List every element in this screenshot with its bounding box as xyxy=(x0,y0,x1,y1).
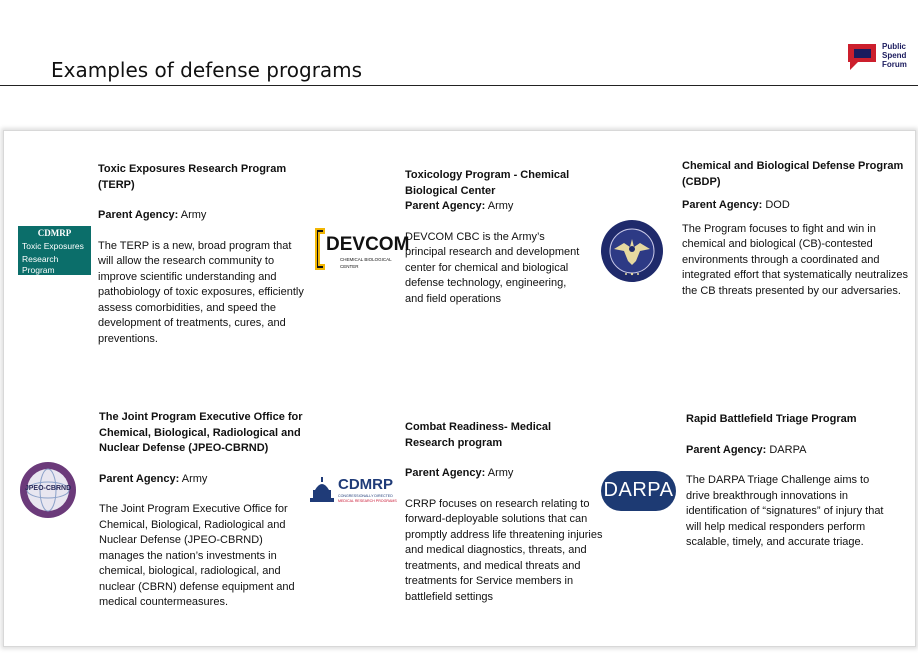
program-crrp xyxy=(405,420,603,605)
public-spend-forum-logo xyxy=(846,42,916,74)
page-title: Examples of defense programs xyxy=(51,58,363,82)
jpeo-logo-text: JPEO-CBRND xyxy=(24,485,72,492)
program-name: Rapid Battlefield Triage Program xyxy=(686,413,857,425)
terp-logo-line-2: Research Program xyxy=(22,254,59,275)
logo-line-1: Public xyxy=(882,42,907,51)
program-description: DEVCOM CBC is the Army’s principal research and development center for chemical and biological defense technology, engineering, and field operations xyxy=(405,230,580,305)
program-description: The DARPA Triage Challenge aims to drive breakthrough innovations in identification of “signatures” of injury that will help medical responders perform scalable, timely, and accurate triage. xyxy=(686,474,884,548)
devcom-logo-line-2: CENTER xyxy=(340,264,359,269)
cdmrp-logo-line-2: MEDICAL RESEARCH PROGRAMS xyxy=(338,499,397,503)
cdmrp-logo-line-1: CONGRESSIONALLY DIRECTED xyxy=(338,494,393,498)
program-description: CRRP focuses on research relating to forward-deployable solutions that can promptly address life threatening injuries and medical diagnostics, threats, and treatments, and medical threats and treatments for Service members in battlefield settings xyxy=(405,497,603,603)
parent-agency-label: Parent Agency: xyxy=(405,467,486,479)
parent-agency-label: Parent Agency: xyxy=(682,199,763,211)
program-description: The TERP is a new, broad program that will allow the research community to improve scientific understanding and pathobiology of toxic exposures, efficiently assess comorbidities, and speed the development of treatments, cures, and preventions. xyxy=(98,239,304,345)
program-cbdp xyxy=(682,159,914,299)
program-name: Toxic Exposures Research Program (TERP) xyxy=(98,163,287,191)
terp-logo-line-1: Toxic Exposures xyxy=(22,241,84,251)
program-description: The Program focuses to fight and win in chemical and biological (CB)-contested environments through a coordinated and integrated effort that systematically neutralizes the CB threats presented by our adversaries. xyxy=(682,222,909,297)
logo-line-3: Forum xyxy=(882,60,907,69)
darpa-logo xyxy=(601,471,676,511)
logo-line-2: Spend xyxy=(882,51,907,60)
jpeo-cbrnd-logo xyxy=(19,461,77,519)
darpa-logo-text: DARPA xyxy=(603,479,674,501)
parent-agency-label: Parent Agency: xyxy=(98,209,179,221)
parent-agency-value: Army xyxy=(487,467,514,479)
ncb-seal-logo xyxy=(600,219,664,283)
parent-agency xyxy=(98,208,308,224)
program-terp xyxy=(98,162,308,347)
program-jpeo-cbrnd xyxy=(99,410,311,611)
parent-agency xyxy=(99,472,311,488)
eagle-seal-icon xyxy=(600,219,664,283)
program-name: Chemical and Biological Defense Program (CBDP) xyxy=(682,160,904,188)
cdmrp-terp-logo xyxy=(18,226,91,275)
title-divider xyxy=(0,85,918,86)
parent-agency xyxy=(682,198,914,214)
parent-agency xyxy=(405,199,587,215)
program-name: Toxicology Program - Chemical Biological Center xyxy=(405,169,570,197)
parent-agency-label: Parent Agency: xyxy=(99,472,180,485)
capitol-dome-icon xyxy=(308,476,336,504)
devcom-logo-line-1: CHEMICAL BIOLOGICAL xyxy=(340,257,392,262)
parent-agency-value: Army xyxy=(487,200,514,212)
program-name: The Joint Program Executive Office for Chemical, Biological, Radiological and Nuclear Defense (JPEO-CBRND) xyxy=(99,411,303,454)
devcom-logo xyxy=(311,224,410,274)
terp-logo-title: CDMRP xyxy=(37,228,72,238)
parent-agency xyxy=(686,443,886,459)
program-devcom xyxy=(405,168,587,307)
cdmrp-logo-title: CDMRP xyxy=(338,476,393,493)
program-description: The Joint Program Executive Office for Chemical, Biological, Radiological and Nuclear Defense (JPEO-CBRND) manages the nation’s investments in chemical, biological, radiological, and nuclear (CBRN) defense equipment and medical countermeasures. xyxy=(99,503,295,608)
program-name: Combat Readiness- Medical Research program xyxy=(405,421,552,449)
devcom-logo-title: DEVCOM xyxy=(326,234,410,255)
cdmrp-logo xyxy=(308,476,400,506)
parent-agency xyxy=(405,466,603,482)
parent-agency-label: Parent Agency: xyxy=(686,443,767,456)
parent-agency-value: DOD xyxy=(765,199,790,211)
parent-agency-value: Army xyxy=(180,209,207,221)
logo-mark-icon xyxy=(846,42,880,72)
program-darpa-triage xyxy=(686,412,886,551)
parent-agency-value: DARPA xyxy=(769,443,807,456)
parent-agency-value: Army xyxy=(181,472,208,485)
parent-agency-label: Parent Agency: xyxy=(405,200,486,212)
